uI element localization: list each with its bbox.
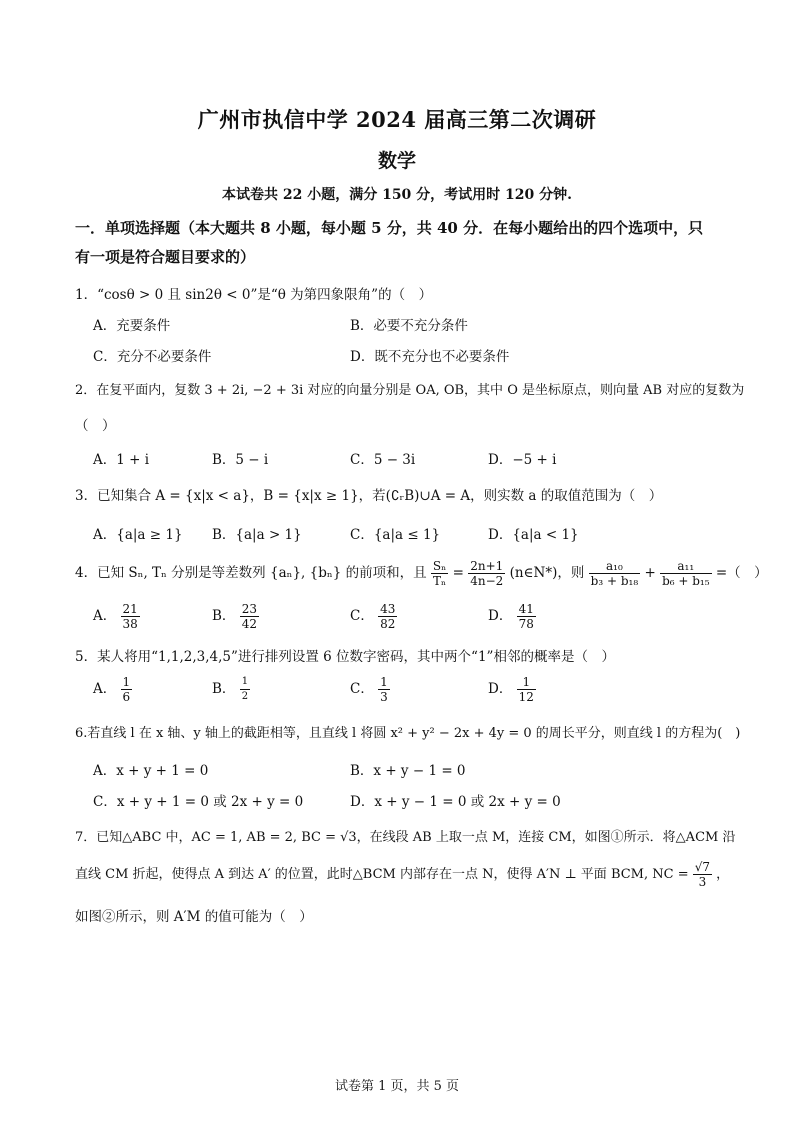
q4-option-d-label: D． — [488, 608, 513, 624]
q4-frac2-num: 2n+1 — [470, 559, 504, 573]
q4-frac4-num: a₁₁ — [660, 559, 711, 574]
q4-frac-a10 — [589, 559, 640, 588]
q5-option-a — [93, 675, 132, 704]
q4-b-num: 23 — [241, 602, 257, 616]
q1-option-d: D．既不充分也不必要条件 — [350, 349, 510, 365]
q4-option-d — [488, 602, 536, 631]
section-heading-line1: 一．单项选择题（本大题共 8 小题，每小题 5 分，共 40 分．在每小题给出的四个选项中，只 — [75, 219, 704, 237]
q4-frac3-den: b₃ + b₁₈ — [590, 574, 639, 588]
q1-stem: 1．“cosθ > 0 且 sin2θ < 0”是“θ 为第四象限角”的（ ） — [75, 287, 433, 303]
q5-stem: 5．某人将用“1,1,2,3,4,5”进行排列设置 6 位数字密码，其中两个“1”相邻的概率是（ ） — [75, 649, 615, 665]
q3-option-a: A．{a|a ≥ 1} — [93, 527, 183, 543]
q5-option-b-frac — [240, 675, 250, 704]
q5-option-a-frac — [121, 675, 133, 704]
q5-option-b-label: B． — [212, 681, 236, 697]
q4-stem-c: (n∈N*)，则 — [509, 565, 585, 581]
q5-option-c — [350, 675, 390, 704]
q3-option-b: B．{a|a > 1} — [212, 527, 302, 543]
q4-option-d-frac — [517, 602, 536, 631]
q6-option-c: C．x + y + 1 = 0 或 2x + y = 0 — [93, 794, 304, 810]
q4-frac2-den: 4n−2 — [470, 574, 504, 588]
q4-frac1-num: Sₙ — [432, 559, 447, 573]
q4-option-a — [93, 602, 140, 631]
q2-stem-line2: （ ） — [75, 418, 116, 434]
q7-nc-num: √7 — [694, 860, 711, 874]
q5-c-den: 3 — [380, 690, 388, 704]
q1-option-c: C．充分不必要条件 — [93, 349, 212, 365]
page-footer: 试卷第 1 页，共 5 页 — [334, 1079, 460, 1094]
q5-a-num: 1 — [122, 675, 131, 689]
q5-option-d-label: D． — [488, 681, 513, 697]
q4-option-b — [212, 602, 259, 631]
q4-frac-s-over-t — [431, 559, 448, 588]
q4-frac-expr — [468, 559, 505, 588]
q4-stem-d: =（ ） — [715, 565, 768, 581]
exam-subject: 数学 — [377, 150, 416, 172]
q5-b-num: 1 — [240, 675, 250, 690]
q7-nc-frac — [693, 860, 712, 889]
q4-a-den: 38 — [122, 617, 138, 631]
q3-option-d: D．{a|a < 1} — [488, 527, 579, 543]
q4-stem-a: 4．已知 Sₙ, Tₙ 分别是等差数列 {aₙ}, {bₙ} 的前项和，且 — [75, 565, 427, 581]
q4-b-den: 42 — [241, 617, 257, 631]
q7-line2-a: 直线 CM 折起，使得点 A 到达 A′ 的位置，此时△BCM 内部存在一点 N，使得 A′N ⊥ 平面 BCM, NC = — [75, 867, 689, 882]
q5-option-c-frac — [378, 675, 390, 704]
q4-d-num: 41 — [518, 602, 534, 616]
q3-stem: 3．已知集合 A = {x|x < a}，B = {x|x ≥ 1}，若(∁ᵣB)∪A = A，则实数 a 的取值范围为（ ） — [75, 488, 663, 504]
q1-option-b: B．必要不充分条件 — [350, 318, 468, 334]
q4-option-c-frac — [378, 602, 397, 631]
q5-option-d — [488, 675, 536, 704]
q5-option-b — [212, 675, 250, 704]
q1-option-a: A．充要条件 — [93, 318, 171, 334]
q4-d-den: 78 — [518, 617, 534, 631]
q5-c-num: 1 — [380, 675, 388, 689]
q4-option-b-label: B． — [212, 608, 236, 624]
q5-d-den: 12 — [518, 690, 534, 704]
q4-stem — [75, 558, 768, 588]
q5-d-num: 1 — [517, 675, 536, 690]
q4-plus: + — [644, 565, 656, 581]
exam-info: 本试卷共 22 小题，满分 150 分，考试用时 120 分钟. — [221, 187, 573, 203]
q4-c-den: 82 — [380, 617, 396, 631]
q4-option-c-label: C． — [350, 608, 374, 624]
exam-title: 广州市执信中学 2024 届高三第二次调研 — [197, 107, 597, 132]
q2-option-a: A．1 + i — [93, 452, 150, 468]
q6-stem: 6.若直线 l 在 x 轴、y 轴上的截距相等，且直线 l 将圆 x² + y² − 2x + 4y = 0 的周长平分，则直线 l 的方程为( ) — [75, 726, 741, 741]
section-heading-line2: 有一项是符合题目要求的） — [75, 248, 256, 266]
q7-nc-den: 3 — [698, 875, 707, 889]
q2-option-d: D．−5 + i — [488, 452, 557, 468]
q4-frac3-num: a₁₀ — [589, 559, 640, 574]
q5-b-den: 2 — [241, 691, 249, 702]
q6-option-a: A．x + y + 1 = 0 — [93, 763, 209, 779]
q4-frac1-den: Tₙ — [433, 574, 447, 588]
q4-stem-b: = — [452, 565, 464, 581]
q4-option-b-frac — [240, 602, 259, 631]
q3-option-c: C．{a|a ≤ 1} — [350, 527, 441, 543]
q4-option-c — [350, 602, 397, 631]
q2-option-b: B．5 − i — [212, 452, 269, 468]
q5-option-c-label: C． — [350, 681, 374, 697]
q7-line3: 如图②所示，则 A′M 的值可能为（ ） — [75, 909, 313, 925]
q2-option-c: C．5 − 3i — [350, 452, 416, 468]
q5-a-den: 6 — [122, 690, 131, 704]
q4-option-a-frac — [121, 602, 140, 631]
q4-frac4-den: b₆ + b₁₅ — [662, 574, 710, 588]
q2-stem-line1: 2．在复平面内，复数 3 + 2i, −2 + 3i 对应的向量分别是 OA, OB，其中 O 是坐标原点，则向量 AB 对应的复数为 — [75, 383, 745, 398]
q4-c-num: 43 — [380, 602, 396, 616]
q6-option-d: D．x + y − 1 = 0 或 2x + y = 0 — [350, 794, 561, 810]
q4-frac-a11 — [660, 559, 711, 588]
q7-line2 — [75, 860, 729, 890]
q5-option-d-frac — [517, 675, 536, 704]
q7-line2-b: ， — [716, 867, 730, 882]
q5-option-a-label: A． — [93, 681, 117, 697]
q4-option-a-label: A． — [93, 608, 117, 624]
q7-line1: 7．已知△ABC 中，AC = 1, AB = 2, BC = √3，在线段 AB 上取一点 M，连接 CM，如图①所示．将△ACM 沿 — [75, 830, 736, 845]
q6-option-b: B．x + y − 1 = 0 — [350, 763, 466, 779]
q4-a-num: 21 — [122, 602, 138, 616]
section-heading — [75, 214, 725, 272]
